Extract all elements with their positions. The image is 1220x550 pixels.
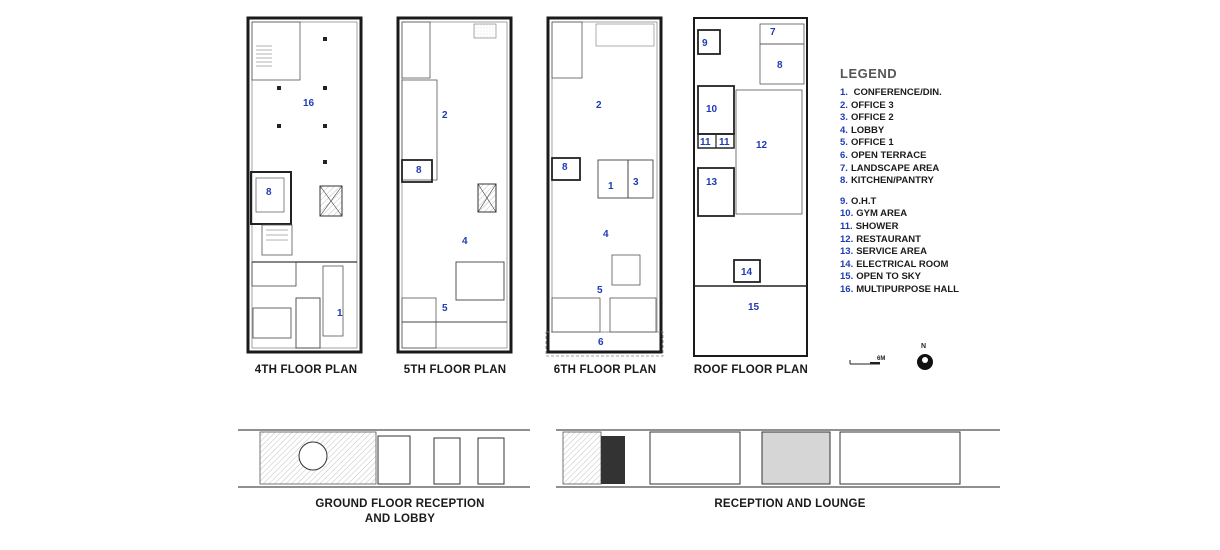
legend-item [840, 150, 959, 163]
plan-4th-floor [248, 18, 361, 352]
room-label: 2 [442, 110, 448, 121]
legend-label: LOBBY [850, 124, 885, 136]
room-label: 11 [719, 137, 730, 148]
legend-item [840, 259, 959, 272]
legend-item [840, 163, 959, 176]
legend-label: O.H.T [850, 195, 877, 207]
legend-number: 16. [840, 283, 854, 295]
legend-label: SERVICE AREA [856, 246, 927, 258]
room-label: 3 [633, 177, 639, 188]
room-label: 4 [462, 236, 468, 247]
room-label: 16 [303, 98, 315, 109]
room-label: 8 [266, 187, 272, 198]
scale-bar [850, 360, 880, 364]
plan-title: 4TH FLOOR PLAN [254, 364, 358, 376]
legend-label: RESTAURANT [856, 233, 921, 245]
room-label: 13 [706, 177, 718, 188]
legend-number: 11. [840, 220, 853, 232]
room-label: 1 [608, 181, 614, 192]
room-label: 14 [741, 267, 753, 278]
room-label: 9 [702, 38, 708, 49]
legend-item [840, 112, 959, 125]
legend [840, 66, 959, 297]
legend-item [840, 246, 959, 259]
north-label: N [921, 343, 927, 350]
plan-roof-floor [694, 18, 807, 356]
section-title-line: RECEPTION AND LOUNGE [714, 498, 866, 510]
section-title-line: GROUND FLOOR RECEPTION [315, 498, 485, 510]
section-title [300, 497, 500, 527]
legend-number: 2. [840, 99, 848, 111]
plan-title: ROOF FLOOR PLAN [693, 364, 809, 376]
legend-number: 13. [840, 246, 854, 258]
legend-number: 7. [840, 162, 848, 174]
section-reception-and-lounge [556, 430, 1000, 487]
legend-label: OPEN TO SKY [856, 271, 921, 283]
legend-label: ELECTRICAL ROOM [856, 258, 949, 270]
legend-number: 10. [840, 208, 854, 220]
north-arrow-icon [917, 354, 933, 370]
room-label: 8 [562, 162, 568, 173]
legend-number: 3. [840, 112, 848, 124]
legend-item [840, 125, 959, 138]
legend-label: OFFICE 1 [850, 137, 894, 149]
legend-label: LANDSCAPE AREA [850, 162, 940, 174]
room-label: 7 [770, 27, 776, 38]
legend-label: MULTIPURPOSE HALL [856, 283, 959, 295]
legend-title: LEGEND [840, 66, 898, 81]
section-title [690, 497, 890, 512]
legend-label: SHOWER [855, 220, 899, 232]
legend-item [840, 234, 959, 247]
room-label: 1 [337, 308, 343, 319]
legend-number: 15. [840, 271, 854, 283]
room-label: 15 [748, 302, 760, 313]
plan-6th-floor [546, 18, 663, 356]
section-title-line: AND LOBBY [364, 513, 436, 525]
legend-label: OPEN TERRACE [850, 149, 927, 161]
legend-item [840, 196, 959, 209]
legend-label: OFFICE 2 [850, 112, 894, 124]
legend-number: 12. [840, 233, 854, 245]
legend-number: 5. [840, 137, 848, 149]
room-label: 10 [706, 104, 718, 115]
legend-item [840, 221, 959, 234]
room-label: 5 [597, 285, 603, 296]
room-label: 5 [442, 303, 448, 314]
section-ground-floor-reception [238, 430, 530, 487]
room-label: 8 [777, 60, 783, 71]
legend-number: 4. [840, 124, 848, 136]
plan-title: 6TH FLOOR PLAN [553, 364, 657, 376]
plan-title: 5TH FLOOR PLAN [403, 364, 507, 376]
legend-item [840, 87, 959, 100]
legend-item [840, 284, 959, 297]
legend-item [840, 271, 959, 284]
legend-number: 14. [840, 258, 854, 270]
legend-item [840, 208, 959, 221]
plan-5th-floor [398, 18, 511, 352]
legend-number: 9. [840, 195, 848, 207]
scale-label: 6M [877, 356, 886, 362]
legend-label: GYM AREA [856, 208, 908, 220]
room-label: 12 [756, 140, 768, 151]
legend-number: 8. [840, 175, 848, 187]
legend-label: CONFERENCE/DIN. [850, 87, 942, 98]
room-label: 2 [596, 100, 602, 111]
legend-label: KITCHEN/PANTRY [850, 175, 934, 187]
room-label: 11 [700, 137, 711, 148]
room-label: 6 [598, 337, 604, 348]
room-label: 4 [603, 229, 609, 240]
legend-item [840, 175, 959, 188]
legend-label: OFFICE 3 [850, 99, 894, 111]
room-label: 8 [416, 165, 422, 176]
legend-number: 1. [840, 87, 848, 98]
legend-number: 6. [840, 149, 848, 161]
legend-item [840, 100, 959, 113]
legend-item [840, 137, 959, 150]
